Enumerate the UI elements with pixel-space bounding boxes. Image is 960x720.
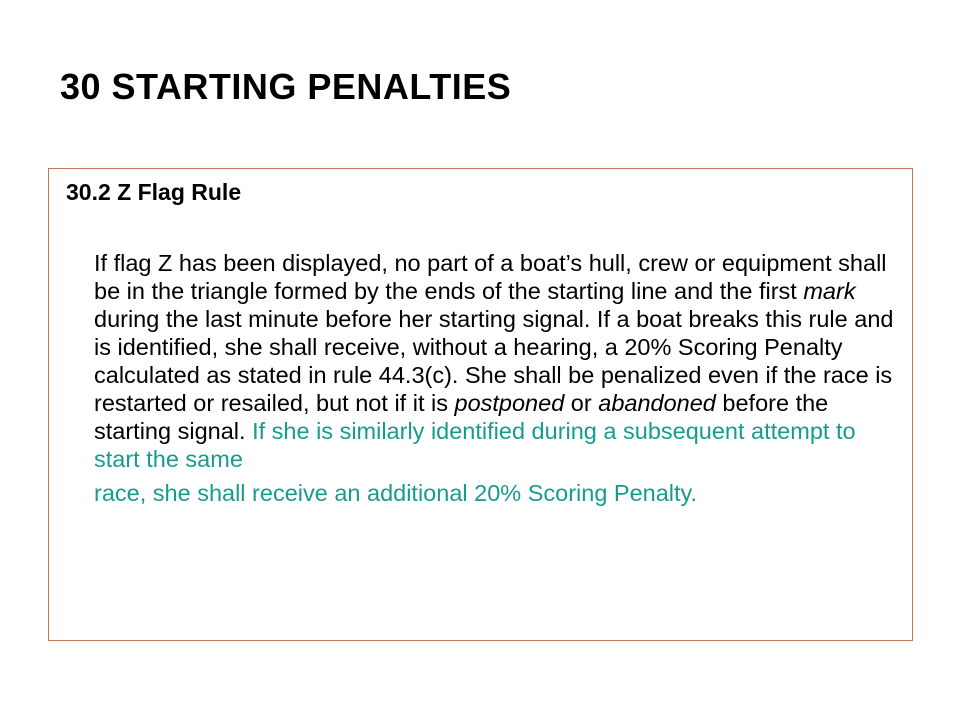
defined-term-abandoned: abandoned [598,390,716,416]
defined-term-postponed: postponed [454,390,565,416]
rule-box [48,168,913,641]
rule-text-part-2: during the last minute before her starting signal. If a boat breaks this rule and is identified, she shall receive, without a hearing, a 20% Scoring Penalty calculated as stated in rule 44.3(c). She shall be penalized even if the race is restarted or resailed, but not if it is [94,306,894,416]
rule-text-part-1: If flag Z has been displayed, no part of a boat’s hull, crew or equipment shall be in the triangle formed by the ends of the starting line and the first [94,250,887,304]
highlighted-text-a: If she is similarly identified during a subsequent attempt to start the same [94,418,856,472]
rule-text-part-4: before the starting signal. [94,390,829,444]
rule-text-part-3: or [564,390,599,416]
rule-heading: 30.2 Z Flag Rule [66,179,242,205]
defined-term-mark: mark [803,278,856,304]
highlighted-text-b: race, she shall receive an additional 20% Scoring Penalty. [94,480,698,506]
rule-text [94,249,899,507]
slide-title: 30 STARTING PENALTIES [60,66,512,107]
line-gap [94,473,899,479]
